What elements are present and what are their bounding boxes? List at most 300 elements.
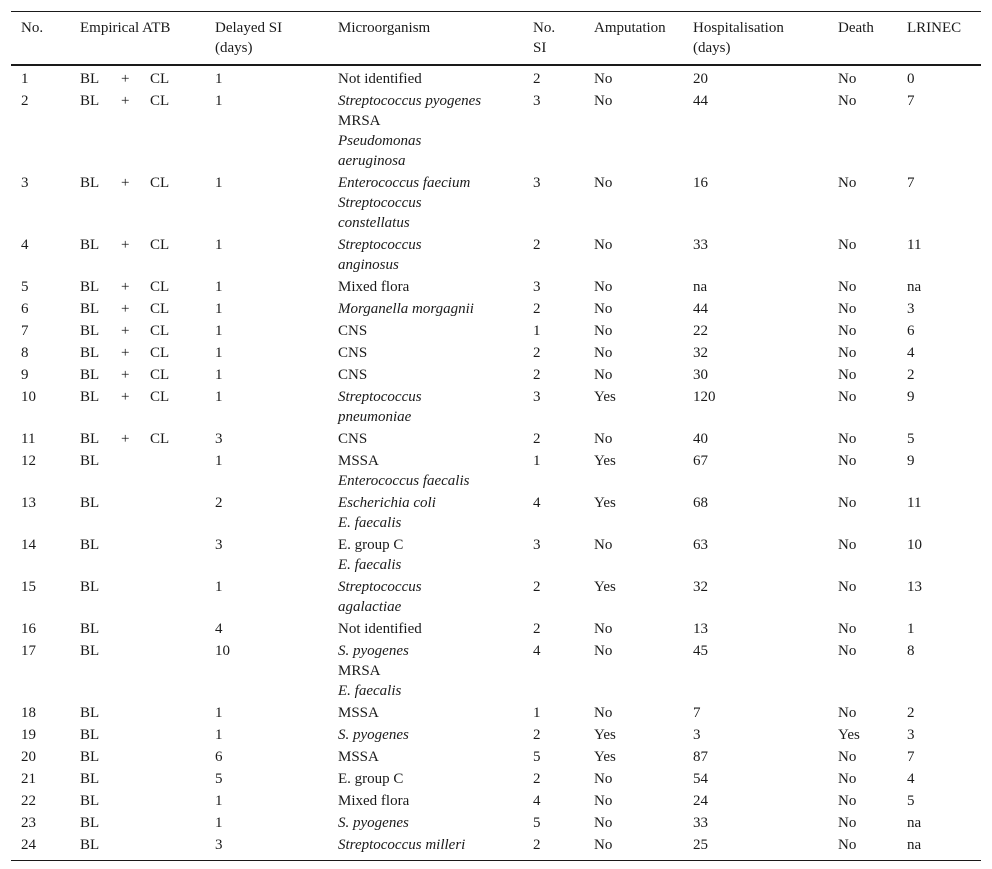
- cell-no: 13: [21, 495, 36, 511]
- cell-no-si: 1: [533, 323, 541, 339]
- cell-delayed-si: 1: [215, 579, 223, 595]
- atb-part: BL: [80, 815, 100, 831]
- cell-microorganism: [328, 724, 523, 746]
- microorganism-line: Not identified: [338, 621, 422, 637]
- atb-part: CL: [150, 323, 170, 339]
- atb-part: +: [121, 93, 130, 109]
- cell-lrinec: 11: [907, 237, 922, 253]
- atb-part: BL: [80, 793, 100, 809]
- cell-microorganism: [328, 276, 523, 298]
- table-row: [11, 298, 981, 320]
- cell-no-si: 3: [533, 389, 541, 405]
- column-header-hospitalisation: [683, 12, 828, 66]
- header-text: No.: [21, 20, 44, 36]
- cell-amputation: No: [594, 705, 613, 721]
- cell-lrinec: 4: [907, 771, 915, 787]
- cell-microorganism: [328, 234, 523, 276]
- microorganism-line: CNS: [338, 323, 368, 339]
- cell-empirical-atb: [70, 450, 205, 492]
- atb-combination: [80, 641, 205, 661]
- microorganism-line: Streptococcus milleri: [338, 837, 466, 853]
- cell-empirical-atb: [70, 746, 205, 768]
- microorganism-line: Enterococcus faecium: [338, 175, 471, 191]
- cell-microorganism: [328, 320, 523, 342]
- cell-empirical-atb: [70, 618, 205, 640]
- cell-empirical-atb: [70, 386, 205, 428]
- table-row: [11, 640, 981, 702]
- atb-part: BL: [80, 71, 100, 87]
- atb-part: BL: [80, 345, 100, 361]
- cell-lrinec: 0: [907, 71, 915, 87]
- cell-death: No: [838, 431, 857, 447]
- cell-no: 17: [21, 643, 36, 659]
- cell-no-si: 2: [533, 727, 541, 743]
- cell-empirical-atb: [70, 428, 205, 450]
- cell-no-si: 2: [533, 837, 541, 853]
- cell-no-si: 2: [533, 431, 541, 447]
- cell-empirical-atb: [70, 65, 205, 90]
- atb-part: BL: [80, 301, 100, 317]
- header-text: LRINEC: [907, 20, 962, 36]
- cell-death: No: [838, 815, 857, 831]
- atb-part: CL: [150, 389, 170, 405]
- cell-amputation: No: [594, 431, 613, 447]
- microorganism-line: MRSA: [338, 113, 381, 129]
- cell-lrinec: 9: [907, 453, 915, 469]
- microorganism-line: aeruginosa: [338, 153, 406, 169]
- cell-hospitalisation: 120: [693, 389, 716, 405]
- cell-empirical-atb: [70, 492, 205, 534]
- atb-part: BL: [80, 579, 100, 595]
- cell-death: No: [838, 345, 857, 361]
- cell-empirical-atb: [70, 364, 205, 386]
- cell-hospitalisation: 20: [693, 71, 708, 87]
- cell-microorganism: [328, 450, 523, 492]
- table-row: [11, 834, 981, 861]
- cell-empirical-atb: [70, 702, 205, 724]
- cell-no-si: 3: [533, 279, 541, 295]
- data-table: [11, 11, 981, 861]
- header-text: (days): [693, 40, 731, 56]
- cell-delayed-si: 5: [215, 771, 223, 787]
- atb-combination: [80, 813, 205, 833]
- cell-delayed-si: 3: [215, 431, 223, 447]
- cell-hospitalisation: 32: [693, 345, 708, 361]
- cell-no: 20: [21, 749, 36, 765]
- cell-hospitalisation: 16: [693, 175, 708, 191]
- cell-no-si: 5: [533, 815, 541, 831]
- microorganism-line: anginosus: [338, 257, 399, 273]
- table-row: [11, 492, 981, 534]
- microorganism-line: Streptococcus: [338, 579, 422, 595]
- cell-no: 24: [21, 837, 36, 853]
- cell-lrinec: 2: [907, 705, 915, 721]
- atb-combination: [80, 769, 205, 789]
- cell-delayed-si: 4: [215, 621, 223, 637]
- cell-lrinec: 7: [907, 175, 915, 191]
- data-table-container: [11, 11, 981, 861]
- table-row: [11, 724, 981, 746]
- cell-death: No: [838, 771, 857, 787]
- table-header-row: [11, 12, 981, 66]
- cell-lrinec: 7: [907, 93, 915, 109]
- cell-no: 5: [21, 279, 29, 295]
- cell-no-si: 2: [533, 367, 541, 383]
- cell-empirical-atb: [70, 342, 205, 364]
- microorganism-line: Streptococcus: [338, 195, 422, 211]
- microorganism-line: E. group C: [338, 537, 404, 553]
- atb-part: +: [121, 367, 130, 383]
- cell-microorganism: [328, 534, 523, 576]
- cell-amputation: No: [594, 837, 613, 853]
- cell-microorganism: [328, 618, 523, 640]
- cell-amputation: No: [594, 367, 613, 383]
- atb-part: CL: [150, 431, 170, 447]
- microorganism-line: Pseudomonas: [338, 133, 422, 149]
- cell-amputation: No: [594, 537, 613, 553]
- table-row: [11, 768, 981, 790]
- cell-hospitalisation: 45: [693, 643, 708, 659]
- atb-part: +: [121, 279, 130, 295]
- header-text: Death: [838, 20, 874, 36]
- cell-hospitalisation: 25: [693, 837, 708, 853]
- table-row: [11, 746, 981, 768]
- cell-no: 3: [21, 175, 29, 191]
- cell-no: 7: [21, 323, 29, 339]
- cell-death: No: [838, 301, 857, 317]
- cell-hospitalisation: 54: [693, 771, 708, 787]
- atb-part: +: [121, 237, 130, 253]
- cell-empirical-atb: [70, 320, 205, 342]
- microorganism-line: Mixed flora: [338, 793, 410, 809]
- cell-delayed-si: 1: [215, 175, 223, 191]
- atb-part: BL: [80, 727, 100, 743]
- cell-death: No: [838, 793, 857, 809]
- cell-death: No: [838, 389, 857, 405]
- microorganism-line: agalactiae: [338, 599, 402, 615]
- microorganism-line: MSSA: [338, 749, 379, 765]
- column-header-amputation: [584, 12, 683, 66]
- atb-combination: [80, 299, 205, 319]
- cell-delayed-si: 1: [215, 815, 223, 831]
- cell-amputation: No: [594, 621, 613, 637]
- cell-no-si: 2: [533, 771, 541, 787]
- cell-microorganism: [328, 492, 523, 534]
- cell-amputation: Yes: [594, 727, 616, 743]
- microorganism-line: S. pyogenes: [338, 815, 409, 831]
- microorganism-line: Mixed flora: [338, 279, 410, 295]
- cell-lrinec: na: [907, 815, 922, 831]
- table-row: [11, 90, 981, 172]
- cell-amputation: No: [594, 643, 613, 659]
- cell-microorganism: [328, 834, 523, 861]
- atb-combination: [80, 619, 205, 639]
- cell-lrinec: 10: [907, 537, 922, 553]
- atb-combination: [80, 429, 205, 449]
- cell-death: Yes: [838, 727, 860, 743]
- atb-combination: [80, 703, 205, 723]
- microorganism-line: CNS: [338, 367, 368, 383]
- cell-death: No: [838, 837, 857, 853]
- cell-hospitalisation: 32: [693, 579, 708, 595]
- header-text: Hospitalisation: [693, 20, 784, 36]
- microorganism-line: Not identified: [338, 71, 422, 87]
- cell-hospitalisation: 22: [693, 323, 708, 339]
- cell-death: No: [838, 495, 857, 511]
- cell-no: 1: [21, 71, 29, 87]
- header-text: Microorganism: [338, 20, 431, 36]
- cell-delayed-si: 1: [215, 727, 223, 743]
- header-text: No.: [533, 20, 556, 36]
- atb-combination: [80, 173, 205, 193]
- cell-empirical-atb: [70, 172, 205, 234]
- atb-part: BL: [80, 749, 100, 765]
- table-row: [11, 576, 981, 618]
- atb-combination: [80, 277, 205, 297]
- column-header-delayed-si: [205, 12, 328, 66]
- microorganism-line: MSSA: [338, 705, 379, 721]
- cell-amputation: No: [594, 323, 613, 339]
- cell-no: 9: [21, 367, 29, 383]
- atb-part: CL: [150, 71, 170, 87]
- atb-part: BL: [80, 705, 100, 721]
- atb-part: BL: [80, 431, 100, 447]
- cell-no: 19: [21, 727, 36, 743]
- atb-part: CL: [150, 93, 170, 109]
- cell-no: 11: [21, 431, 36, 447]
- cell-death: No: [838, 175, 857, 191]
- cell-empirical-atb: [70, 576, 205, 618]
- cell-microorganism: [328, 298, 523, 320]
- microorganism-line: MSSA: [338, 453, 379, 469]
- cell-hospitalisation: 63: [693, 537, 708, 553]
- cell-empirical-atb: [70, 724, 205, 746]
- table-row: [11, 790, 981, 812]
- cell-no-si: 2: [533, 345, 541, 361]
- cell-lrinec: 11: [907, 495, 922, 511]
- header-text: (days): [215, 40, 253, 56]
- atb-combination: [80, 365, 205, 385]
- atb-part: BL: [80, 389, 100, 405]
- microorganism-line: MRSA: [338, 663, 381, 679]
- cell-no-si: 1: [533, 453, 541, 469]
- atb-combination: [80, 835, 205, 855]
- cell-death: No: [838, 279, 857, 295]
- cell-microorganism: [328, 812, 523, 834]
- cell-amputation: Yes: [594, 749, 616, 765]
- cell-no: 14: [21, 537, 36, 553]
- cell-delayed-si: 3: [215, 837, 223, 853]
- cell-amputation: No: [594, 793, 613, 809]
- table-row: [11, 428, 981, 450]
- cell-microorganism: [328, 746, 523, 768]
- cell-lrinec: na: [907, 837, 922, 853]
- cell-lrinec: 6: [907, 323, 915, 339]
- table-row: [11, 534, 981, 576]
- cell-lrinec: 1: [907, 621, 915, 637]
- cell-delayed-si: 1: [215, 389, 223, 405]
- cell-microorganism: [328, 702, 523, 724]
- cell-amputation: No: [594, 237, 613, 253]
- column-header-death: [828, 12, 897, 66]
- atb-part: +: [121, 389, 130, 405]
- cell-hospitalisation: 3: [693, 727, 701, 743]
- cell-lrinec: 5: [907, 793, 915, 809]
- atb-combination: [80, 343, 205, 363]
- table-row: [11, 702, 981, 724]
- atb-part: BL: [80, 837, 100, 853]
- cell-no: 22: [21, 793, 36, 809]
- cell-no: 21: [21, 771, 36, 787]
- atb-combination: [80, 69, 205, 89]
- cell-no-si: 3: [533, 537, 541, 553]
- cell-no: 23: [21, 815, 36, 831]
- atb-part: +: [121, 431, 130, 447]
- microorganism-line: E. faecalis: [338, 557, 402, 573]
- atb-combination: [80, 321, 205, 341]
- cell-hospitalisation: 44: [693, 93, 708, 109]
- cell-microorganism: [328, 386, 523, 428]
- cell-death: No: [838, 749, 857, 765]
- table-row: [11, 812, 981, 834]
- atb-part: CL: [150, 175, 170, 191]
- table-row: [11, 65, 981, 90]
- cell-amputation: No: [594, 93, 613, 109]
- cell-no-si: 1: [533, 705, 541, 721]
- cell-no: 12: [21, 453, 36, 469]
- cell-death: No: [838, 367, 857, 383]
- atb-combination: [80, 235, 205, 255]
- atb-part: CL: [150, 237, 170, 253]
- atb-part: CL: [150, 367, 170, 383]
- cell-empirical-atb: [70, 812, 205, 834]
- cell-empirical-atb: [70, 834, 205, 861]
- cell-lrinec: 13: [907, 579, 922, 595]
- cell-lrinec: 3: [907, 727, 915, 743]
- cell-death: No: [838, 705, 857, 721]
- cell-hospitalisation: 87: [693, 749, 708, 765]
- microorganism-line: Morganella morgagnii: [338, 301, 474, 317]
- atb-combination: [80, 725, 205, 745]
- header-text: Delayed SI: [215, 20, 283, 36]
- atb-part: BL: [80, 643, 100, 659]
- table-row: [11, 618, 981, 640]
- cell-microorganism: [328, 428, 523, 450]
- cell-amputation: Yes: [594, 495, 616, 511]
- microorganism-line: E. faecalis: [338, 683, 402, 699]
- cell-amputation: Yes: [594, 579, 616, 595]
- column-header-microorganism: [328, 12, 523, 66]
- cell-amputation: Yes: [594, 453, 616, 469]
- atb-part: BL: [80, 621, 100, 637]
- cell-delayed-si: 1: [215, 793, 223, 809]
- cell-hospitalisation: 68: [693, 495, 708, 511]
- cell-lrinec: 2: [907, 367, 915, 383]
- microorganism-line: CNS: [338, 431, 368, 447]
- atb-part: CL: [150, 279, 170, 295]
- cell-empirical-atb: [70, 640, 205, 702]
- cell-death: No: [838, 323, 857, 339]
- cell-no-si: 2: [533, 579, 541, 595]
- table-row: [11, 364, 981, 386]
- cell-empirical-atb: [70, 768, 205, 790]
- cell-no-si: 4: [533, 643, 541, 659]
- microorganism-line: constellatus: [338, 215, 410, 231]
- cell-no: 10: [21, 389, 36, 405]
- table-row: [11, 386, 981, 428]
- cell-amputation: No: [594, 175, 613, 191]
- atb-combination: [80, 91, 205, 111]
- cell-empirical-atb: [70, 534, 205, 576]
- cell-delayed-si: 1: [215, 367, 223, 383]
- column-header-no-si: [523, 12, 584, 66]
- header-text: SI: [533, 40, 547, 56]
- cell-amputation: No: [594, 345, 613, 361]
- microorganism-line: Streptococcus: [338, 237, 422, 253]
- cell-empirical-atb: [70, 234, 205, 276]
- cell-death: No: [838, 93, 857, 109]
- cell-no-si: 4: [533, 793, 541, 809]
- cell-hospitalisation: 7: [693, 705, 701, 721]
- cell-no-si: 5: [533, 749, 541, 765]
- atb-part: BL: [80, 175, 100, 191]
- cell-hospitalisation: 30: [693, 367, 708, 383]
- cell-no: 4: [21, 237, 29, 253]
- cell-hospitalisation: 40: [693, 431, 708, 447]
- atb-part: BL: [80, 323, 100, 339]
- table-row: [11, 172, 981, 234]
- cell-death: No: [838, 537, 857, 553]
- atb-combination: [80, 577, 205, 597]
- microorganism-line: CNS: [338, 345, 368, 361]
- atb-part: CL: [150, 345, 170, 361]
- atb-part: +: [121, 71, 130, 87]
- atb-part: BL: [80, 453, 100, 469]
- cell-empirical-atb: [70, 298, 205, 320]
- cell-delayed-si: 1: [215, 323, 223, 339]
- microorganism-line: pneumoniae: [338, 409, 412, 425]
- table-row: [11, 234, 981, 276]
- cell-delayed-si: 1: [215, 279, 223, 295]
- cell-lrinec: 9: [907, 389, 915, 405]
- cell-lrinec: 3: [907, 301, 915, 317]
- atb-part: BL: [80, 771, 100, 787]
- cell-microorganism: [328, 576, 523, 618]
- cell-delayed-si: 1: [215, 705, 223, 721]
- cell-lrinec: 4: [907, 345, 915, 361]
- cell-hospitalisation: 24: [693, 793, 708, 809]
- cell-delayed-si: 1: [215, 93, 223, 109]
- atb-part: +: [121, 175, 130, 191]
- cell-death: No: [838, 643, 857, 659]
- cell-delayed-si: 1: [215, 453, 223, 469]
- atb-part: +: [121, 301, 130, 317]
- cell-microorganism: [328, 768, 523, 790]
- atb-part: BL: [80, 367, 100, 383]
- cell-death: No: [838, 71, 857, 87]
- header-text: Amputation: [594, 20, 666, 36]
- cell-hospitalisation: na: [693, 279, 708, 295]
- cell-amputation: No: [594, 771, 613, 787]
- cell-delayed-si: 6: [215, 749, 223, 765]
- cell-delayed-si: 10: [215, 643, 230, 659]
- table-row: [11, 342, 981, 364]
- atb-part: BL: [80, 93, 100, 109]
- cell-delayed-si: 2: [215, 495, 223, 511]
- atb-part: +: [121, 323, 130, 339]
- cell-no-si: 3: [533, 93, 541, 109]
- cell-delayed-si: 3: [215, 537, 223, 553]
